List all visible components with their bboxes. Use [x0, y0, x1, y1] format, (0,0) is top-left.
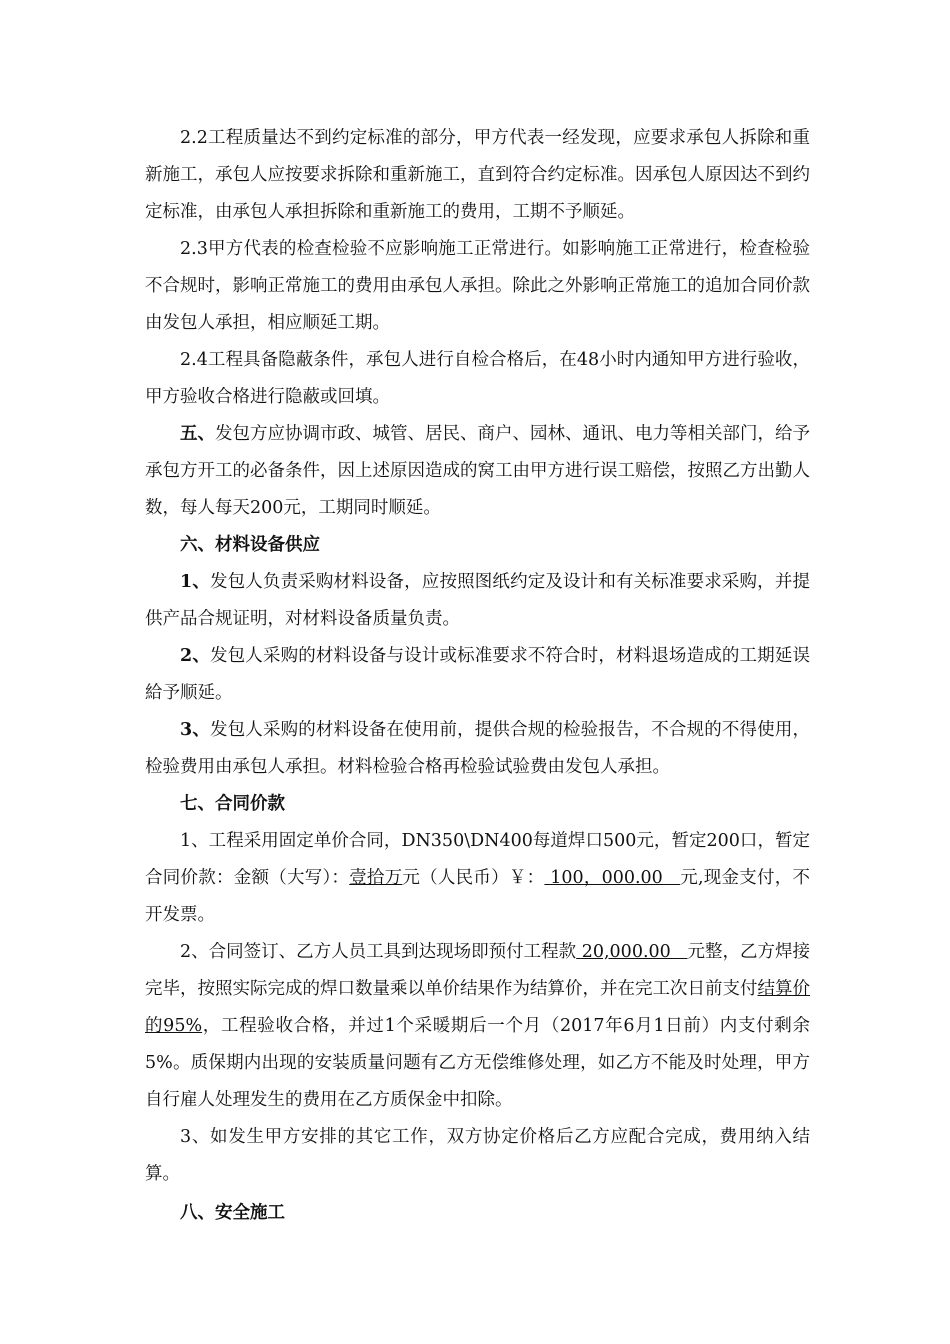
amount-in-words: 壹拾万 [349, 868, 403, 888]
clause-7-1-text-c: 元,现金支付，不开发票。 [145, 868, 811, 925]
section-6-heading: 六、材料设备供应 [180, 535, 320, 555]
clause-7-2-text-a: 2、合同签订、乙方人员工具到达现场即预付工程款 [180, 942, 577, 962]
section-7-heading: 七、合同价款 [180, 794, 285, 814]
clause-2-4: 2.4工程具备隐蔽条件，承包人进行自检合格后，在48小时内通知甲方进行验收，甲方验收合格进行隐蔽或回填。 [145, 350, 810, 407]
clause-6-3-number: 3、 [180, 720, 210, 740]
clause-5-number: 五、 [180, 424, 215, 444]
clause-7-1-text-b: 元（人民币）￥： [402, 868, 545, 888]
clause-6-3 [145, 712, 810, 786]
clause-6-1 [145, 564, 810, 638]
clause-6-1-text: 发包人负责采购材料设备，应按照图纸约定及设计和有关标准要求采购，并提供产品合规证明，对材料设备质量负责。 [145, 572, 810, 629]
section-8-heading: 八、安全施工 [180, 1203, 285, 1223]
settlement-percent: 结算价的95% [145, 979, 810, 1036]
clause-7-2 [145, 934, 810, 1119]
clause-6-1-number: 1、 [180, 572, 210, 592]
document-page [145, 120, 810, 1232]
clause-7-1-text-a: 1、工程采用固定单价合同，DN350\DN400每道焊口500元，暂定200口，暂定合同价款：金额（大写）： [145, 831, 810, 888]
clause-6-2-number: 2、 [180, 646, 210, 666]
clause-7-3: 3、如发生甲方安排的其它工作，双方协定价格后乙方应配合完成，费用纳入结算。 [145, 1127, 810, 1184]
clause-6-2 [145, 638, 810, 712]
clause-5-text: 发包方应协调市政、城管、居民、商户、园林、通讯、电力等相关部门，给予承包方开工的必备条件，因上述原因造成的窝工由甲方进行误工赔偿，按照乙方出勤人数，每人每天200元，工期同时顺延。 [145, 424, 810, 518]
clause-7-2-text-c: ，工程验收合格，并过1个采暖期后一个月（2017年6月1日前）内支付剩余5%。质保期内出现的安装质量问题有乙方无偿维修处理，如乙方不能及时处理，甲方自行雇人处理发生的费用在乙方质保金中扣除。 [145, 1016, 810, 1110]
clause-2-2: 2.2工程质量达不到约定标准的部分，甲方代表一经发现，应要求承包人拆除和重新施工，承包人应按要求拆除和重新施工，直到符合约定标准。因承包人原因达不到约定标准，由承包人承担拆除和重新施工的费用，工期不予顺延。 [145, 128, 810, 222]
clause-6-3-text: 发包人采购的材料设备在使用前，提供合规的检验报告，不合规的不得使用，检验费用由承包人承担。材料检验合格再检验试验费由发包人承担。 [145, 720, 810, 777]
clause-5 [145, 416, 810, 527]
clause-7-1 [145, 823, 810, 934]
advance-payment-amount: 20,000.00 [576, 942, 688, 962]
clause-6-2-text: 发包人采购的材料设备与设计或标准要求不符合时，材料退场造成的工期延误給予顺延。 [145, 646, 810, 703]
contract-amount: 100，000.00 [544, 868, 681, 888]
clause-2-3: 2.3甲方代表的检查检验不应影响施工正常进行。如影响施工正常进行，检查检验不合规时，影响正常施工的费用由承包人承担。除此之外影响正常施工的追加合同价款由发包人承担，相应顺延工期。 [145, 239, 810, 333]
clause-7-2-text-b: 元整，乙方焊接完毕，按照实际完成的焊口数量乘以单价结果作为结算价，并在完工次日前支付 [145, 942, 810, 999]
